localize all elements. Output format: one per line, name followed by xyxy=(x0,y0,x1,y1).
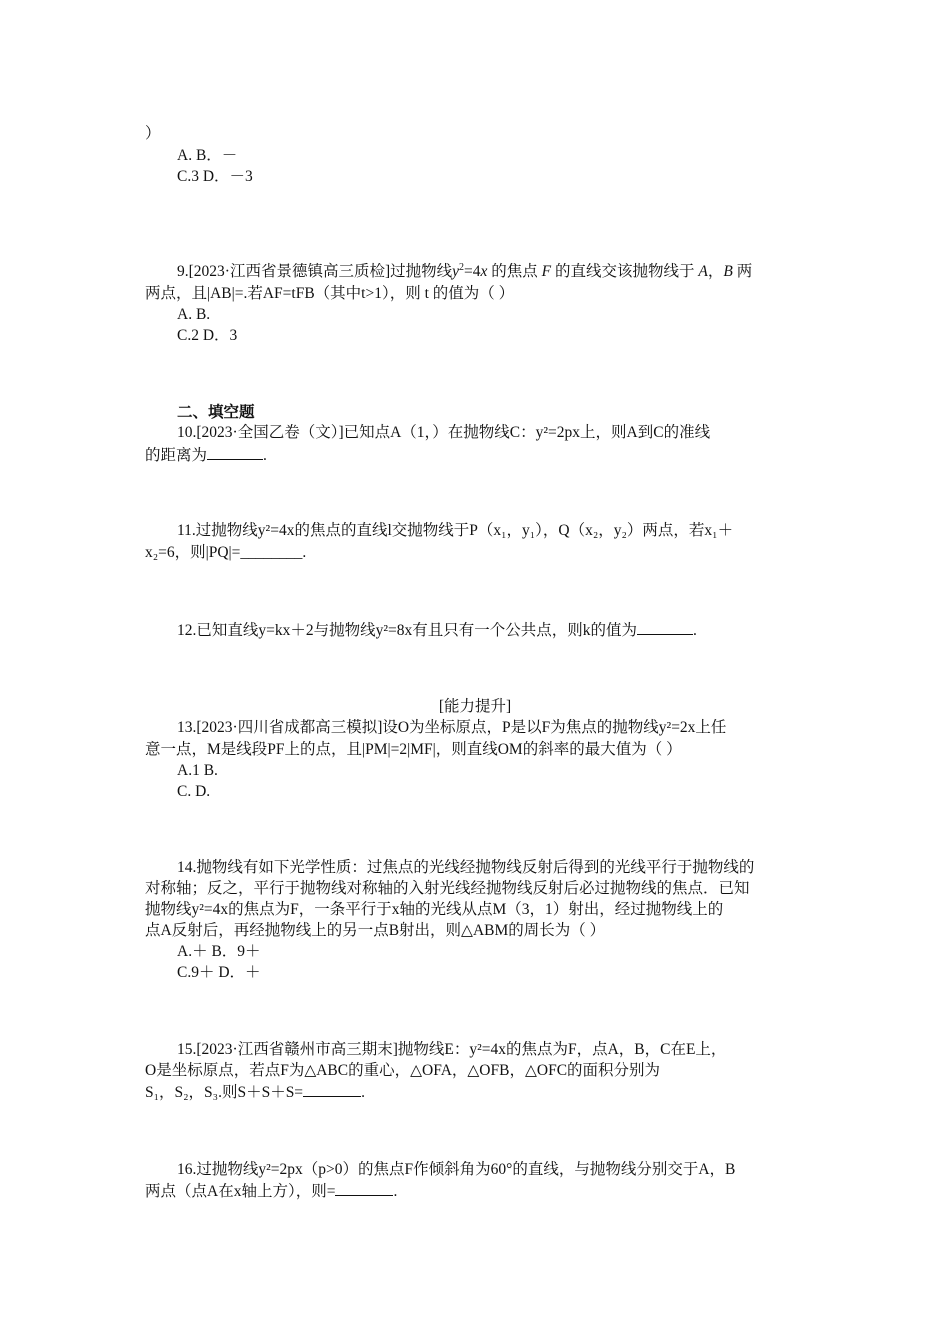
q9-tail: 的直线交该抛物线于 xyxy=(555,263,695,280)
q10-line1: 10.[2023·全国乙卷（文）]已知点A（1，）在抛物线C：y²=2px上，则A到C的准线 xyxy=(177,424,711,441)
q10-line2-text: 的距离为 xyxy=(145,447,208,464)
q15-line3: S₁，S₂，S₃.则S＋S＋S= . xyxy=(145,1084,365,1101)
q14-line3: 抛物线y²=4x的焦点为F，一条平行于x轴的光线从点M（3，1）射出，经过抛物线上的 xyxy=(145,901,724,918)
q16-answer-blank xyxy=(335,1181,393,1196)
q9-mid: 的焦点 xyxy=(491,263,538,280)
q8-options-ab: A. B．－ xyxy=(177,147,238,164)
q13-line1: 13.[2023·四川省成都高三模拟]设O为坐标原点，P是以F为焦点的抛物线y²=2x上任 xyxy=(177,719,727,736)
q9-options-cd: C.2 D．3 xyxy=(177,327,238,344)
q16-line2: 两点（点A在x轴上方），则= . xyxy=(145,1183,398,1200)
q11-line2: x₂=6，则|PQ|=________. xyxy=(145,544,307,561)
q14-line1: 14.抛物线有如下光学性质：过焦点的光线经抛物线反射后得到的光线平行于抛物线的 xyxy=(177,859,755,876)
q13-options-ab: A.1 B. xyxy=(177,762,218,779)
q13-options-cd: C. D. xyxy=(177,783,211,800)
section-heading-fill-in: 二、填空题 xyxy=(177,404,255,421)
q9-stem-line1: 9.[2023·江西省景德镇高三质检]过抛物线$y^2=4x$ 的焦点 F 的直线交该抛物线于 A，B 两 xyxy=(177,261,753,280)
q14-options-cd: C.9＋ D．＋ xyxy=(177,964,261,981)
q9-eq: =4 xyxy=(464,263,481,280)
q14-line4: 点A反射后，再经抛物线上的另一点B射出，则△ABM的周长为（ ） xyxy=(145,922,606,939)
q10-answer-blank xyxy=(207,445,263,460)
q15-line2: O是坐标原点，若点F为△ABC的重心，△OFA，△OFB，△OFC的面积分别为 xyxy=(145,1062,661,1079)
q9-lead: 9.[2023·江西省景德镇高三质检]过抛物线 xyxy=(177,263,453,280)
q13-line2: 意一点，M是线段PF上的点，且|PM|=2|MF|，则直线OM的斜率的最大值为（ ） xyxy=(145,741,682,758)
q15-answer-blank xyxy=(303,1082,361,1097)
q16-line2-text: 两点（点A在x轴上方），则= xyxy=(145,1183,336,1200)
q12-line1: 12.已知直线y=kx＋2与抛物线y²=8x有且只有一个公共点，则k的值为 . xyxy=(177,622,697,639)
q9-options-ab: A. B. xyxy=(177,306,211,323)
q16-line1: 16.过抛物线y²=2px（p>0）的焦点F作倾斜角为60°的直线，与抛物线分别交于A，B xyxy=(177,1161,736,1178)
q8-options-cd: C.3 D．－3 xyxy=(177,168,253,185)
q12-text: 12.已知直线y=kx＋2与抛物线y²=8x有且只有一个公共点，则k的值为 xyxy=(177,622,638,639)
q8-close-paren: ） xyxy=(145,125,161,142)
q14-line2: 对称轴；反之，平行于抛物线对称轴的入射光线经抛物线反射后必过抛物线的焦点．已知 xyxy=(145,880,750,897)
q15-line1: 15.[2023·江西省赣州市高三期末]抛物线E：y²=4x的焦点为F，点A，B，C在E上， xyxy=(177,1041,727,1058)
q11-line1: 11.过抛物线y²=4x的焦点的直线l交抛物线于P（x₁，y₁），Q（x₂，y₂）两点，若x₁＋ xyxy=(177,522,734,539)
q9-stem-line2: 两点，且|AB|=.若AF=tFB（其中t>1），则 t 的值为（ ） xyxy=(145,285,515,302)
q14-options-ab: A.＋ B．9＋ xyxy=(177,943,261,960)
q12-answer-blank xyxy=(637,620,693,635)
ability-heading: [能力提升] xyxy=(438,698,512,715)
q10-line2: 的距离为 . xyxy=(145,447,267,464)
q15-line3-text: S₁，S₂，S₃.则S＋S＋S= xyxy=(145,1084,304,1101)
